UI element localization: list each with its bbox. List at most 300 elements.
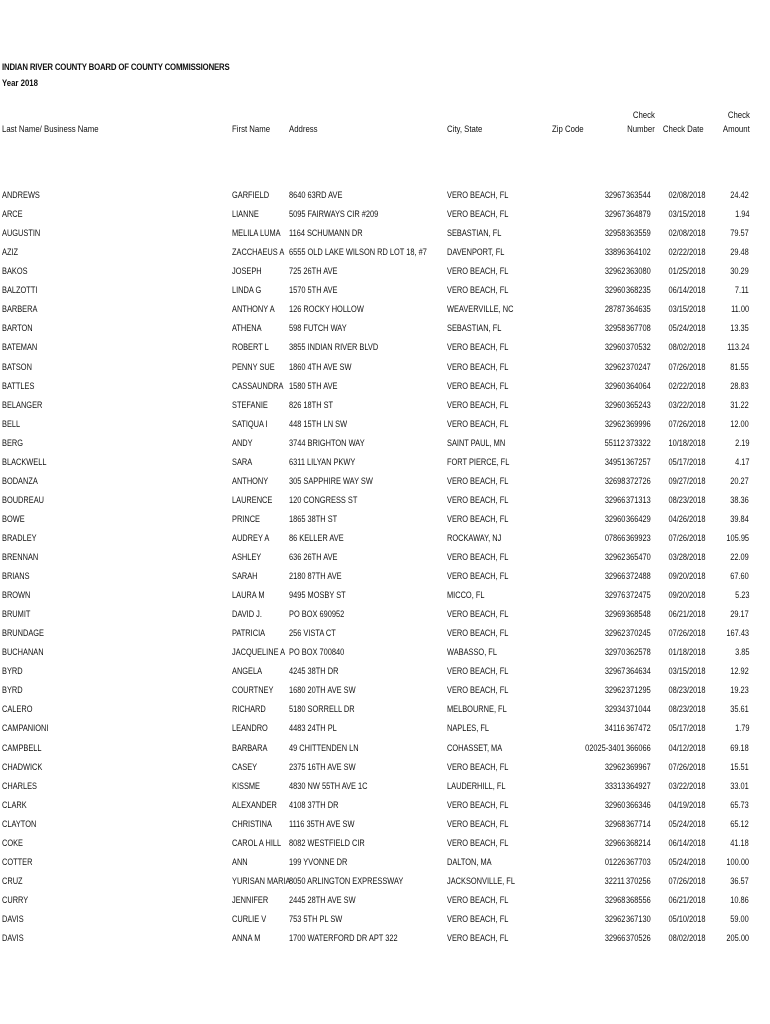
check-date-cell: 05/24/2018: [668, 323, 706, 335]
first-name-cell: CAROL A HILL: [232, 837, 282, 849]
check-number-cell: 368214: [626, 837, 651, 849]
check-number-cell: 367472: [626, 723, 651, 735]
check-date-cell: 04/19/2018: [668, 799, 706, 811]
address-cell: 126 ROCKY HOLLOW: [289, 304, 364, 316]
check-date-cell: 03/15/2018: [668, 304, 706, 316]
check-amount-cell: 1.94: [734, 209, 749, 221]
city-state-cell: WEAVERVILLE, NC: [447, 304, 514, 316]
check-number-cell: 370526: [626, 933, 651, 944]
last-name-cell: BELANGER: [2, 399, 43, 411]
check-amount-cell: 4.17: [734, 456, 749, 468]
address-cell: 1860 4TH AVE SW: [289, 361, 352, 373]
check-amount-cell: 28.83: [730, 380, 749, 392]
first-name-cell: STEFANIE: [232, 399, 268, 411]
zip-code-cell: 32960: [604, 342, 625, 354]
table-row: [0, 323, 770, 342]
check-number-cell: 369967: [626, 761, 651, 773]
last-name-cell: BRENNAN: [2, 552, 39, 563]
address-cell: 598 FUTCH WAY: [289, 323, 347, 335]
address-cell: 826 18TH ST: [289, 399, 334, 411]
address-cell: PO BOX 700840: [289, 647, 345, 659]
table-row: [0, 419, 770, 438]
table-row: [0, 266, 770, 285]
address-cell: 3855 INDIAN RIVER BLVD: [289, 342, 379, 354]
table-row: [0, 438, 770, 457]
first-name-cell: GARFIELD: [232, 190, 270, 201]
address-cell: 256 VISTA CT: [289, 628, 336, 640]
first-name-cell: PENNY SUE: [232, 361, 275, 373]
table-row: [0, 609, 770, 628]
check-number-cell: 368548: [626, 609, 651, 621]
table-row: [0, 914, 770, 933]
check-number-cell: 371044: [626, 704, 651, 716]
city-state-cell: VERO BEACH, FL: [447, 380, 509, 392]
last-name-cell: COKE: [2, 837, 24, 849]
city-state-cell: VERO BEACH, FL: [447, 799, 509, 811]
table-row: [0, 190, 770, 209]
address-cell: 8050 ARLINGTON EXPRESSWAY: [289, 875, 404, 887]
table-row: [0, 628, 770, 647]
first-name-cell: LINDA G: [232, 285, 262, 297]
header-check-date: Check Date: [663, 124, 704, 135]
city-state-cell: VERO BEACH, FL: [447, 475, 509, 487]
check-number-cell: 366066: [626, 742, 651, 754]
first-name-cell: PRINCE: [232, 513, 261, 525]
table-row: [0, 285, 770, 304]
check-number-cell: 366429: [626, 513, 651, 525]
address-cell: 49 CHITTENDEN LN: [289, 742, 359, 754]
check-amount-cell: 67.60: [730, 571, 749, 582]
last-name-cell: CHARLES: [2, 780, 38, 792]
city-state-cell: VERO BEACH, FL: [447, 761, 509, 773]
check-number-cell: 367708: [626, 323, 651, 335]
last-name-cell: AUGUSTIN: [2, 228, 41, 240]
check-date-cell: 02/08/2018: [668, 190, 706, 201]
last-name-cell: CAMPANIONI: [2, 723, 49, 735]
check-date-cell: 02/08/2018: [668, 228, 706, 240]
last-name-cell: BLACKWELL: [2, 456, 47, 468]
city-state-cell: VERO BEACH, FL: [447, 342, 509, 354]
table-row: [0, 685, 770, 704]
check-amount-cell: 2.19: [734, 437, 749, 449]
city-state-cell: NAPLES, FL: [447, 723, 490, 735]
last-name-cell: DAVIS: [2, 933, 24, 944]
check-number-cell: 364064: [626, 380, 651, 392]
last-name-cell: BUCHANAN: [2, 647, 44, 659]
last-name-cell: ANDREWS: [2, 190, 40, 201]
city-state-cell: VERO BEACH, FL: [447, 285, 509, 297]
address-cell: 1570 5TH AVE: [289, 285, 338, 297]
check-date-cell: 05/24/2018: [668, 856, 706, 868]
zip-code-cell: 32967: [604, 190, 625, 201]
report-year: Year 2018: [2, 78, 38, 89]
check-amount-cell: 1.79: [734, 723, 749, 735]
address-cell: 86 KELLER AVE: [289, 532, 344, 544]
check-amount-cell: 33.01: [730, 780, 749, 792]
zip-code-cell: 32962: [604, 266, 625, 278]
check-date-cell: 09/20/2018: [668, 590, 706, 601]
table-row: [0, 362, 770, 381]
city-state-cell: VERO BEACH, FL: [447, 494, 509, 506]
last-name-cell: BALZOTTI: [2, 285, 38, 297]
address-cell: 305 SAPPHIRE WAY SW: [289, 475, 373, 487]
check-date-cell: 05/10/2018: [668, 913, 706, 925]
last-name-cell: BYRD: [2, 685, 23, 697]
first-name-cell: ATHENA: [232, 323, 262, 335]
address-cell: 8640 63RD AVE: [289, 190, 343, 201]
first-name-cell: JENNIFER: [232, 894, 269, 906]
address-cell: 725 26TH AVE: [289, 266, 338, 278]
check-date-cell: 07/26/2018: [668, 418, 706, 430]
address-cell: 199 YVONNE DR: [289, 856, 348, 868]
header-city-state: City, State: [447, 124, 483, 135]
check-date-cell: 02/22/2018: [668, 247, 706, 259]
check-number-cell: 371313: [626, 494, 651, 506]
check-amount-cell: 7.11: [735, 285, 749, 297]
table-row: [0, 876, 770, 895]
last-name-cell: BRADLEY: [2, 532, 37, 544]
last-name-cell: CALERO: [2, 704, 33, 716]
header-check-amount-line2: Amount: [723, 124, 750, 135]
first-name-cell: MELILA LUMA: [232, 228, 281, 240]
address-cell: 1116 35TH AVE SW: [289, 818, 355, 830]
check-date-cell: 04/26/2018: [668, 513, 706, 525]
check-number-cell: 369923: [626, 532, 651, 544]
city-state-cell: VERO BEACH, FL: [447, 266, 509, 278]
city-state-cell: VERO BEACH, FL: [447, 666, 509, 678]
address-cell: 120 CONGRESS ST: [289, 494, 358, 506]
zip-code-cell: 32969: [604, 609, 625, 621]
first-name-cell: COURTNEY: [232, 685, 274, 697]
check-number-cell: 367130: [626, 913, 651, 925]
table-row: [0, 819, 770, 838]
city-state-cell: DAVENPORT, FL: [447, 247, 505, 259]
check-number-cell: 370247: [626, 361, 651, 373]
header-check-amount-line1: Check: [727, 110, 750, 121]
report-title: INDIAN RIVER COUNTY BOARD OF COUNTY COMMISSIONERS: [2, 62, 230, 73]
city-state-cell: SAINT PAUL, MN: [447, 437, 506, 449]
check-date-cell: 04/12/2018: [668, 742, 706, 754]
first-name-cell: ASHLEY: [232, 552, 262, 563]
zip-code-cell: 32962: [604, 628, 625, 640]
check-number-cell: 364102: [626, 247, 651, 259]
check-date-cell: 08/02/2018: [668, 933, 706, 944]
zip-code-cell: 33896: [604, 247, 625, 259]
check-amount-cell: 29.17: [730, 609, 749, 621]
first-name-cell: DAVID J.: [232, 609, 262, 621]
check-date-cell: 06/14/2018: [668, 285, 706, 297]
first-name-cell: ALEXANDER: [232, 799, 277, 811]
table-row: [0, 571, 770, 590]
check-amount-cell: 24.42: [730, 190, 749, 201]
first-name-cell: RICHARD: [232, 704, 266, 716]
check-date-cell: 08/02/2018: [668, 342, 706, 354]
table-row: [0, 552, 770, 571]
check-number-cell: 372726: [626, 475, 651, 487]
last-name-cell: BAKOS: [2, 266, 28, 278]
last-name-cell: BRIANS: [2, 571, 30, 582]
check-amount-cell: 100.00: [726, 856, 749, 868]
check-number-cell: 364879: [626, 209, 651, 221]
address-cell: 4483 24TH PL: [289, 723, 337, 735]
first-name-cell: LIANNE: [232, 209, 259, 221]
check-number-cell: 368556: [626, 894, 651, 906]
first-name-cell: YURISAN MARIA: [232, 875, 291, 887]
check-amount-cell: 12.00: [730, 418, 749, 430]
zip-code-cell: 32966: [604, 494, 625, 506]
check-date-cell: 05/17/2018: [668, 456, 706, 468]
zip-code-cell: 55112: [604, 437, 625, 449]
last-name-cell: BROWN: [2, 590, 31, 601]
last-name-cell: DAVIS: [2, 913, 24, 925]
table-row: [0, 590, 770, 609]
check-amount-cell: 65.12: [730, 818, 749, 830]
zip-code-cell: 34951: [604, 456, 625, 468]
city-state-cell: VERO BEACH, FL: [447, 609, 509, 621]
last-name-cell: BRUNDAGE: [2, 628, 44, 640]
first-name-cell: ANTHONY A: [232, 304, 275, 316]
check-number-cell: 367714: [626, 818, 651, 830]
last-name-cell: BATEMAN: [2, 342, 38, 354]
check-number-cell: 364634: [626, 666, 651, 678]
zip-code-cell: 33313: [604, 780, 625, 792]
header-check-number-line2: Number: [627, 124, 655, 135]
header-first-name: First Name: [232, 124, 271, 135]
check-date-cell: 07/26/2018: [668, 761, 706, 773]
address-cell: 2445 28TH AVE SW: [289, 894, 356, 906]
check-date-cell: 06/14/2018: [668, 837, 706, 849]
zip-code-cell: 32962: [604, 361, 625, 373]
check-number-cell: 368235: [626, 285, 651, 297]
check-date-cell: 01/18/2018: [668, 647, 706, 659]
zip-code-cell: 32967: [604, 666, 625, 678]
city-state-cell: VERO BEACH, FL: [447, 399, 509, 411]
address-cell: PO BOX 690952: [289, 609, 345, 621]
first-name-cell: CURLIE V: [232, 913, 267, 925]
address-cell: 4108 37TH DR: [289, 799, 339, 811]
address-cell: 2375 16TH AVE SW: [289, 761, 356, 773]
check-amount-cell: 105.95: [726, 532, 749, 544]
city-state-cell: VERO BEACH, FL: [447, 513, 509, 525]
last-name-cell: BARTON: [2, 323, 33, 335]
zip-code-cell: 32962: [604, 418, 625, 430]
first-name-cell: SATIQUA I: [232, 418, 268, 430]
check-amount-cell: 5.23: [734, 590, 749, 601]
first-name-cell: KISSME: [232, 780, 261, 792]
zip-code-cell: 34116: [604, 723, 625, 735]
zip-code-cell: 32962: [604, 552, 625, 563]
zip-code-cell: 32698: [604, 475, 625, 487]
city-state-cell: VERO BEACH, FL: [447, 685, 509, 697]
zip-code-cell: 32966: [604, 933, 625, 944]
table-row: [0, 704, 770, 723]
city-state-cell: LAUDERHILL, FL: [447, 780, 506, 792]
city-state-cell: WABASSO, FL: [447, 647, 497, 659]
zip-code-cell: 32970: [604, 647, 625, 659]
check-number-cell: 372475: [626, 590, 651, 601]
table-row: [0, 209, 770, 228]
first-name-cell: CASEY: [232, 761, 258, 773]
check-date-cell: 06/21/2018: [668, 609, 706, 621]
check-number-cell: 364635: [626, 304, 651, 316]
zip-code-cell: 01226: [604, 856, 625, 868]
zip-code-cell: 32960: [604, 513, 625, 525]
zip-code-cell: 32211: [604, 875, 625, 887]
zip-code-cell: 32968: [604, 818, 625, 830]
check-date-cell: 01/25/2018: [668, 266, 706, 278]
check-amount-cell: 15.51: [730, 761, 749, 773]
check-amount-cell: 11.00: [730, 304, 749, 316]
address-cell: 6555 OLD LAKE WILSON RD LOT 18, #7: [289, 247, 427, 259]
zip-code-cell: 32967: [604, 209, 625, 221]
zip-code-cell: 32966: [604, 837, 625, 849]
check-date-cell: 05/24/2018: [668, 818, 706, 830]
city-state-cell: FORT PIERCE, FL: [447, 456, 510, 468]
table-row: [0, 476, 770, 495]
zip-code-cell: 32962: [604, 685, 625, 697]
check-amount-cell: 35.61: [730, 704, 749, 716]
table-row: [0, 895, 770, 914]
table-row: [0, 495, 770, 514]
last-name-cell: BATSON: [2, 361, 32, 373]
table-row: [0, 723, 770, 742]
first-name-cell: AUDREY A: [232, 532, 270, 544]
city-state-cell: VERO BEACH, FL: [447, 894, 509, 906]
zip-code-cell: 32966: [604, 571, 625, 582]
check-number-cell: 370245: [626, 628, 651, 640]
check-number-cell: 363559: [626, 228, 651, 240]
check-date-cell: 03/22/2018: [668, 780, 706, 792]
table-row: [0, 228, 770, 247]
check-number-cell: 363544: [626, 190, 651, 201]
zip-code-cell: 32960: [604, 799, 625, 811]
check-amount-cell: 36.57: [730, 875, 749, 887]
table-row: [0, 666, 770, 685]
address-cell: 636 26TH AVE: [289, 552, 338, 563]
check-number-cell: 370256: [626, 875, 651, 887]
city-state-cell: SEBASTIAN, FL: [447, 323, 502, 335]
city-state-cell: MICCO, FL: [447, 590, 485, 601]
zip-code-cell: 32960: [604, 399, 625, 411]
zip-code-cell: 32976: [604, 590, 625, 601]
table-row: [0, 400, 770, 419]
first-name-cell: PATRICIA: [232, 628, 266, 640]
check-number-cell: 372488: [626, 571, 651, 582]
header-zip-code: Zip Code: [552, 124, 584, 135]
address-cell: 448 15TH LN SW: [289, 418, 348, 430]
address-cell: 1700 WATERFORD DR APT 322: [289, 933, 398, 944]
check-amount-cell: 38.36: [730, 494, 749, 506]
first-name-cell: BARBARA: [232, 742, 268, 754]
zip-code-cell: 32958: [604, 323, 625, 335]
last-name-cell: ARCE: [2, 209, 23, 221]
check-date-cell: 08/23/2018: [668, 704, 706, 716]
address-cell: 4830 NW 55TH AVE 1C: [289, 780, 368, 792]
check-date-cell: 07/26/2018: [668, 628, 706, 640]
city-state-cell: VERO BEACH, FL: [447, 571, 509, 582]
last-name-cell: CURRY: [2, 894, 29, 906]
table-row: [0, 533, 770, 552]
first-name-cell: ANGELA: [232, 666, 263, 678]
check-date-cell: 05/17/2018: [668, 723, 706, 735]
city-state-cell: VERO BEACH, FL: [447, 361, 509, 373]
check-amount-cell: 59.00: [730, 913, 749, 925]
check-date-cell: 03/22/2018: [668, 399, 706, 411]
address-cell: 3744 BRIGHTON WAY: [289, 437, 365, 449]
last-name-cell: COTTER: [2, 856, 33, 868]
city-state-cell: VERO BEACH, FL: [447, 209, 509, 221]
header-check-number-line1: Check: [632, 110, 655, 121]
city-state-cell: VERO BEACH, FL: [447, 628, 509, 640]
last-name-cell: CRUZ: [2, 875, 23, 887]
check-number-cell: 365470: [626, 552, 651, 563]
check-amount-cell: 20.27: [730, 475, 749, 487]
check-number-cell: 371295: [626, 685, 651, 697]
check-date-cell: 02/22/2018: [668, 380, 706, 392]
address-cell: 753 5TH PL SW: [289, 913, 343, 925]
check-date-cell: 08/23/2018: [668, 494, 706, 506]
last-name-cell: CAMPBELL: [2, 742, 42, 754]
last-name-cell: BOWE: [2, 513, 25, 525]
check-date-cell: 09/27/2018: [668, 475, 706, 487]
zip-code-cell: 32962: [604, 761, 625, 773]
check-amount-cell: 205.00: [726, 933, 749, 944]
check-date-cell: 08/23/2018: [668, 685, 706, 697]
zip-code-cell: 32934: [604, 704, 625, 716]
check-amount-cell: 19.23: [730, 685, 749, 697]
check-date-cell: 06/21/2018: [668, 894, 706, 906]
last-name-cell: AZIZ: [2, 247, 19, 259]
check-date-cell: 10/18/2018: [668, 437, 706, 449]
first-name-cell: ANTHONY: [232, 475, 269, 487]
header-address: Address: [289, 124, 318, 135]
zip-code-cell: 02025-3401: [585, 742, 625, 754]
first-name-cell: LAURA M: [232, 590, 265, 601]
city-state-cell: VERO BEACH, FL: [447, 818, 509, 830]
city-state-cell: VERO BEACH, FL: [447, 418, 509, 430]
check-amount-cell: 12.92: [730, 666, 749, 678]
check-amount-cell: 79.57: [730, 228, 749, 240]
first-name-cell: SARA: [232, 456, 253, 468]
city-state-cell: VERO BEACH, FL: [447, 913, 509, 925]
check-amount-cell: 10.86: [730, 894, 749, 906]
first-name-cell: ANNA M: [232, 933, 261, 944]
last-name-cell: BERG: [2, 437, 24, 449]
city-state-cell: VERO BEACH, FL: [447, 190, 509, 201]
first-name-cell: JOSEPH: [232, 266, 262, 278]
city-state-cell: COHASSET, MA: [447, 742, 503, 754]
check-number-cell: 373322: [626, 437, 651, 449]
table-row: [0, 800, 770, 819]
address-cell: 1580 5TH AVE: [289, 380, 338, 392]
table-row: [0, 304, 770, 323]
city-state-cell: SEBASTIAN, FL: [447, 228, 502, 240]
table-row: [0, 342, 770, 361]
first-name-cell: CHRISTINA: [232, 818, 272, 830]
check-number-cell: 366346: [626, 799, 651, 811]
check-amount-cell: 30.29: [730, 266, 749, 278]
check-number-cell: 369996: [626, 418, 651, 430]
check-date-cell: 07/26/2018: [668, 875, 706, 887]
last-name-cell: BARBERA: [2, 304, 38, 316]
table-row: [0, 762, 770, 781]
zip-code-cell: 32960: [604, 380, 625, 392]
check-date-cell: 07/26/2018: [668, 532, 706, 544]
check-amount-cell: 167.43: [726, 628, 749, 640]
table-row: [0, 857, 770, 876]
last-name-cell: BODANZA: [2, 475, 38, 487]
first-name-cell: ZACCHAEUS A: [232, 247, 285, 259]
